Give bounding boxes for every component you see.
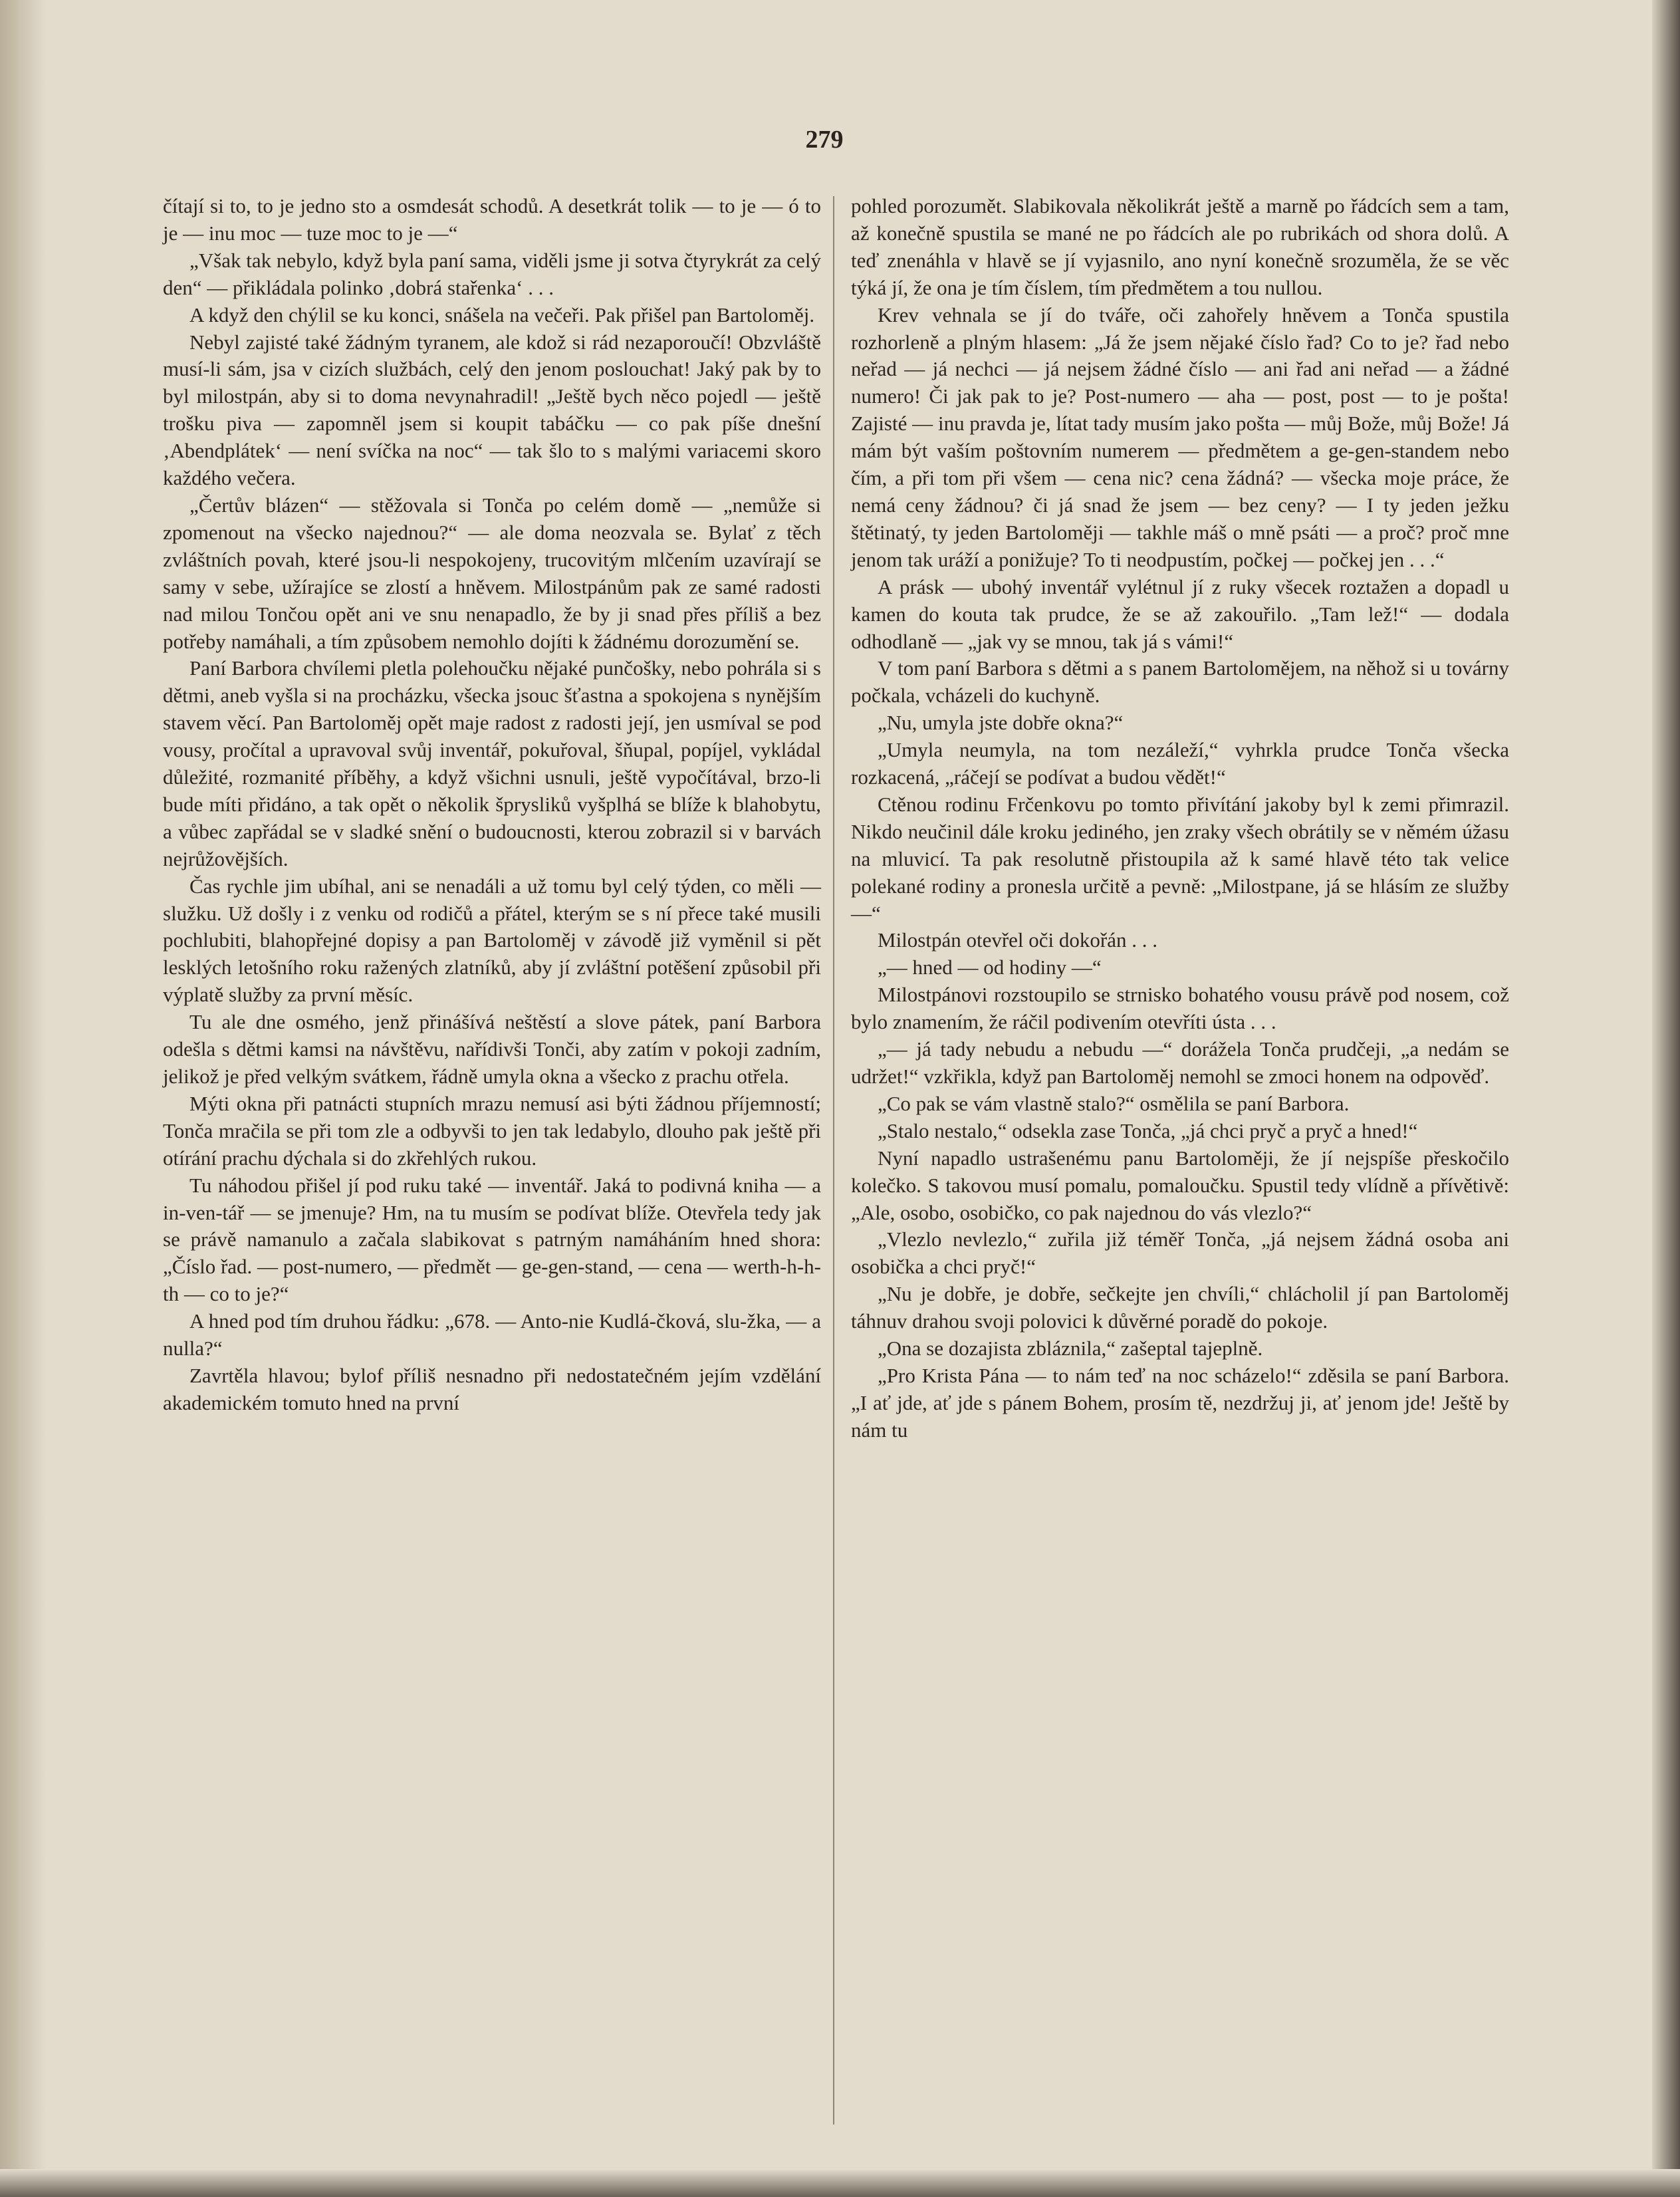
- paragraph: Nebyl zajisté také žádným tyranem, ale kdož si rád nezaporoučí! Obzvláště musí-li sám, jsa v cizích službách, celý den jenom poslouchat! Jaký pak by to byl milostpán, aby si to doma nevynahradil! „Ještě bych něco pojedl — ještě trošku piva — zapomněl jsem si koupit tabáčku — co pak píše dnešní ‚Abendplátek‘ — není svíčka na noc“ — tak šlo to s malými variacemi skoro každého večera.: [163, 330, 821, 490]
- paragraph: „Umyla neumyla, na tom nezáleží,“ vyhrkla prudce Tonča všecka rozkacená, „ráčejí se podívat a budou vědět!“: [851, 738, 1509, 789]
- paragraph: „Nu je dobře, je dobře, sečkejte jen chvíli,“ chlácholil jí pan Bartoloměj táhnuv drahou svoji polovici k důvěrné poradě do pokoje.: [851, 1282, 1509, 1333]
- paragraph: „— já tady nebudu a nebudu —“ dorážela Tonča prudčeji, „a nedám se udržet!“ vzkřikla, když pan Bartoloměj nemohl se zmoci honem na odpověď.: [851, 1037, 1509, 1088]
- right-column: [851, 193, 1509, 1444]
- paragraph: Nyní napadlo ustrašenému panu Bartoloměji, že jí nejspíše přeskočilo kolečko. S takovou musí pomalu, pomaloučku. Spustil tedy vlídně a přívětivě: „Ale, osobo, osobičko, co pak najednou do vás vlezlo?“: [851, 1146, 1509, 1224]
- paragraph: Krev vehnala se jí do tváře, oči zahořely hněvem a Tonča spustila rozhorleně a plným hlasem: „Já že jsem nějaké číslo řad? Co to je? řad nebo neřad — já nechci — já nejsem žádné číslo — ani řad ani neřad — a žádné numero! Či jak pak to je? Post-numero — aha — post, post — to je pošta! Zajisté — inu pravda je, lítat tady musím jako pošta — můj Bože, můj Bože! Já mám být vaším poštovním numerem — předmětem a ge-gen-standem nebo čím, a při tom při všem — cena nic? cena žádná? — všecka moje práce, že nemá ceny žádnou? či já snad že jsem — bez ceny? — I ty jeden ježku štětinatý, ty jeden Bartoloměji — takhle máš o mně psáti — a proč? proč mne jenom tak uráží a ponižuje? To ti neodpustím, počkej — počkej jen . . .“: [851, 303, 1509, 571]
- paragraph: Zavrtěla hlavou; bylof příliš nesnadno při nedostatečném jejím vzdělání akademickém tomuto hned na první: [163, 1363, 821, 1414]
- column-divider: [833, 196, 834, 2125]
- paragraph: A prásk — ubohý inventář vylétnul jí z ruky všecek roztažen a dopadl u kamen do kouta tak prudce, že se až zakouřilo. „Tam lež!“ — dodala odhodlaně — „jak vy se mnou, tak já s vámi!“: [851, 575, 1509, 653]
- left-column: [163, 193, 821, 1417]
- paragraph: Tu náhodou přišel jí pod ruku také — inventář. Jaká to podivná kniha — a in-ven-tář — se jmenuje? Hm, na tu musím se podívat blíže. Otevřela tedy jak se právě namanulo a začala slabikovat s patrným namáháním hned shora: „Číslo řad. — post-numero, — předmět — ge-gen-stand, — cena — werth-h-h-th — co to je?“: [163, 1173, 822, 1306]
- paragraph: A hned pod tím druhou řádku: „678. — Anto-nie Kudlá-čková, slu-žka, — a nulla?“: [163, 1309, 821, 1360]
- paragraph: Milostpánovi rozstoupilo se strnisko bohatého vousu právě pod nosem, což bylo znamením, že ráčil podivením otevříti ústa . . .: [851, 983, 1509, 1034]
- paragraph: čítají si to, to je jedno sto a osmdesát schodů. A desetkrát tolik — to je — ó to je — inu moc — tuze moc to je —“: [163, 194, 821, 245]
- paragraph: Tu ale dne osmého, jenž přinášívá neštěstí a slove pátek, paní Barbora odešla s dětmi kamsi na návštěvu, nařídivši Tonči, aby zatím v pokoji zadním, jelikož je před velkým svátkem, řádně umyla okna a všecko z prachu otřela.: [163, 1010, 821, 1088]
- paragraph: „Vlezlo nevlezlo,“ zuřila již téměř Tonča, „já nejsem žádná osoba ani osobička a chci pryč!“: [851, 1228, 1509, 1279]
- paragraph: Paní Barbora chvílemi pletla polehoučku nějaké punčošky, nebo pohrála si s dětmi, aneb vyšla si na procházku, všecka jsouc šťastna a spokojena s nynějším stavem věcí. Pan Bartoloměj opět maje radost z radosti její, jen usmíval se pod vousy, pročítal a upravoval svůj inventář, pokuřoval, šňupal, popíjel, vykládal důležité, rozmanité příběhy, a když všichni usnuli, ještě vypočítával, brzo-li bude míti přidáno, a tak opět o několik šprysliků vyšplhá se blíže k blahobytu, a vůbec zapřádal se v sladké snění o budoucnosti, kterou zobrazil si v barvách nejrůžovějších.: [163, 656, 821, 870]
- paragraph: Mýti okna při patnácti stupních mrazu nemusí asi býti žádnou příjemností; Tonča mračila se při tom zle a odbyvši to jen tak ledabylo, dlouho pak ještě při otírání prachu dýchala si do zkřehlých rukou.: [163, 1091, 821, 1170]
- paragraph: pohled porozumět. Slabikovala několikrát ještě a marně po řádcích sem a tam, až konečně spustila se mané ne po řádcích ale po rubrikách od shora dolů. A teď znenáhla v hlavě se jí vyjasnilo, ano nyní konečně srozuměla, že se věc týká jí, že ona je tím číslem, tím předmětem a tou nullou.: [851, 194, 1509, 299]
- paragraph: „— hned — od hodiny —“: [878, 956, 1102, 979]
- page-right-edge: [1652, 0, 1680, 2197]
- paragraph: A když den chýlil se ku konci, snášela na večeři. Pak přišel pan Bartoloměj.: [189, 303, 815, 326]
- paragraph: „Stalo nestalo,“ odsekla zase Tonča, „já chci pryč a pryč a hned!“: [878, 1118, 1418, 1142]
- paragraph: Čas rychle jim ubíhal, ani se nenadáli a už tomu byl celý týden, co měli — služku. Už došly i z venku od rodičů a přátel, kterým se s ní přece také musili pochlubiti, blahopřejné dopisy a pan Bartoloměj v závodě již vyměnil si pět lesklých letošního roku ražených zlatníků, aby jí zvláštní potěšení způsobil při výplatě služby za první měsíc.: [163, 874, 821, 1007]
- page-bottom-edge: [0, 2169, 1680, 2197]
- page-number: 279: [805, 126, 844, 154]
- paragraph: „Pro Krista Pána — to nám teď na noc scházelo!“ zděsila se paní Barbora. „I ať jde, ať jde s pánem Bohem, prosím tě, nezdržuj ji, ať jenom jde! Ještě by nám tu: [851, 1363, 1509, 1442]
- paragraph: „Ona se dozajista zbláznila,“ zašeptal tajeplně.: [878, 1337, 1263, 1360]
- paragraph: „Čertův blázen“ — stěžovala si Tonča po celém domě — „nemůže si zpomenout na všecko najednou?“ — ale doma neozvala se. Bylať z těch zvláštních povah, které jsou-li nespokojeny, trucovitým mlčením uzavírají se samy v sebe, užírajíce se zlostí a hněvem. Milostpánům pak ze samé radosti nad milou Tončou opět ani ve snu nenapadlo, že by ji snad přes příliš a bez potřeby namáhali, a tím způsobem nemohlo dojíti k žádnému dorozumění se.: [163, 493, 821, 653]
- paragraph: Milostpán otevřel oči dokořán . . .: [878, 928, 1157, 952]
- paragraph: Ctěnou rodinu Frčenkovu po tomto přivítání jakoby byl k zemi přimrazil. Nikdo neučinil dále kroku jediného, jen zraky všech obrátily se v němém úžasu na mluvicí. Ta pak resolutně přistoupila až k samé hlavě této tak velice polekané rodiny a pronesla určitě a pevně: „Milostpane, já se hlásím ze služby —“: [851, 792, 1509, 925]
- paragraph: V tom paní Barbora s dětmi a s panem Bartolomějem, na něhož si u továrny počkala, vcházeli do kuchyně.: [851, 656, 1509, 708]
- paragraph: „Co pak se vám vlastně stalo?“ osmělila se paní Barbora.: [878, 1091, 1350, 1115]
- paragraph: „Nu, umyla jste dobře okna?“: [878, 711, 1124, 735]
- paragraph: „Však tak nebylo, když byla paní sama, viděli jsme ji sotva čtyrykrát za celý den“ — přikládala polinko ‚dobrá stařenka‘ . . .: [163, 248, 821, 299]
- gutter-shadow: [0, 0, 47, 2197]
